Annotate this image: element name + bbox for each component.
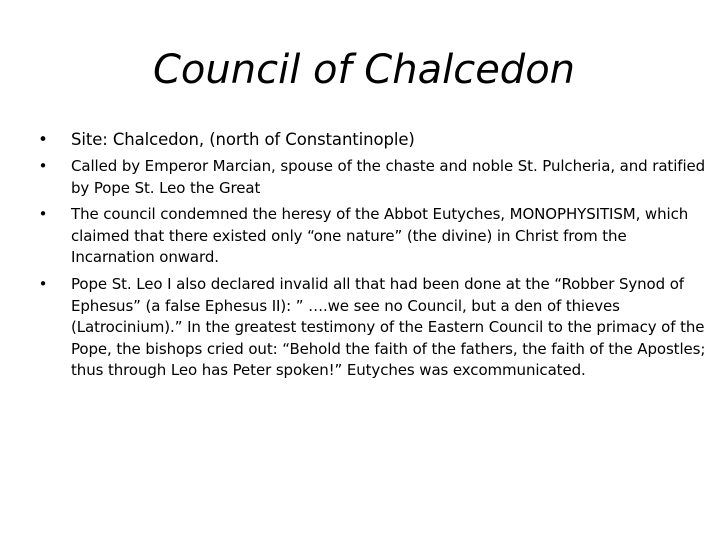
bullet-icon: • bbox=[38, 205, 48, 224]
bullet-item bbox=[36, 274, 706, 382]
bullet-text: The council condemned the heresy of the Abbot Eutyches, MONOPHYSITISM, which claimed that there existed only “one nature” (the divine) in Christ from the Incarnation onward. bbox=[71, 205, 689, 267]
bullet-list bbox=[36, 128, 706, 387]
bullet-item bbox=[36, 204, 706, 269]
bullet-text: Called by Emperor Marcian, spouse of the chaste and noble St. Pulcheria, and ratified by Pope St. Leo the Great bbox=[71, 157, 706, 197]
bullet-icon: • bbox=[38, 157, 48, 175]
slide-title: Council of Chalcedon bbox=[152, 47, 576, 93]
bullet-text: Pope St. Leo I also declared invalid all that had been done at the “Robber Synod of Ephesus” (a false Ephesus II): ” ….we see no Council, but a den of thieves (Latrocinium).” In the greatest testimony of the Eastern Council to the primacy of the Pope, the bishops cried out: “Behold the faith of the fathers, the faith of the Apostles; thus through Leo has Peter spoken!” Eutyches was excommunicated. bbox=[71, 274, 706, 380]
bullet-icon: • bbox=[38, 274, 48, 293]
bullet-item bbox=[36, 156, 706, 199]
bullet-text: Site: Chalcedon, (north of Constantinople) bbox=[71, 130, 415, 149]
bullet-icon: • bbox=[38, 130, 48, 149]
bullet-item bbox=[36, 128, 706, 152]
